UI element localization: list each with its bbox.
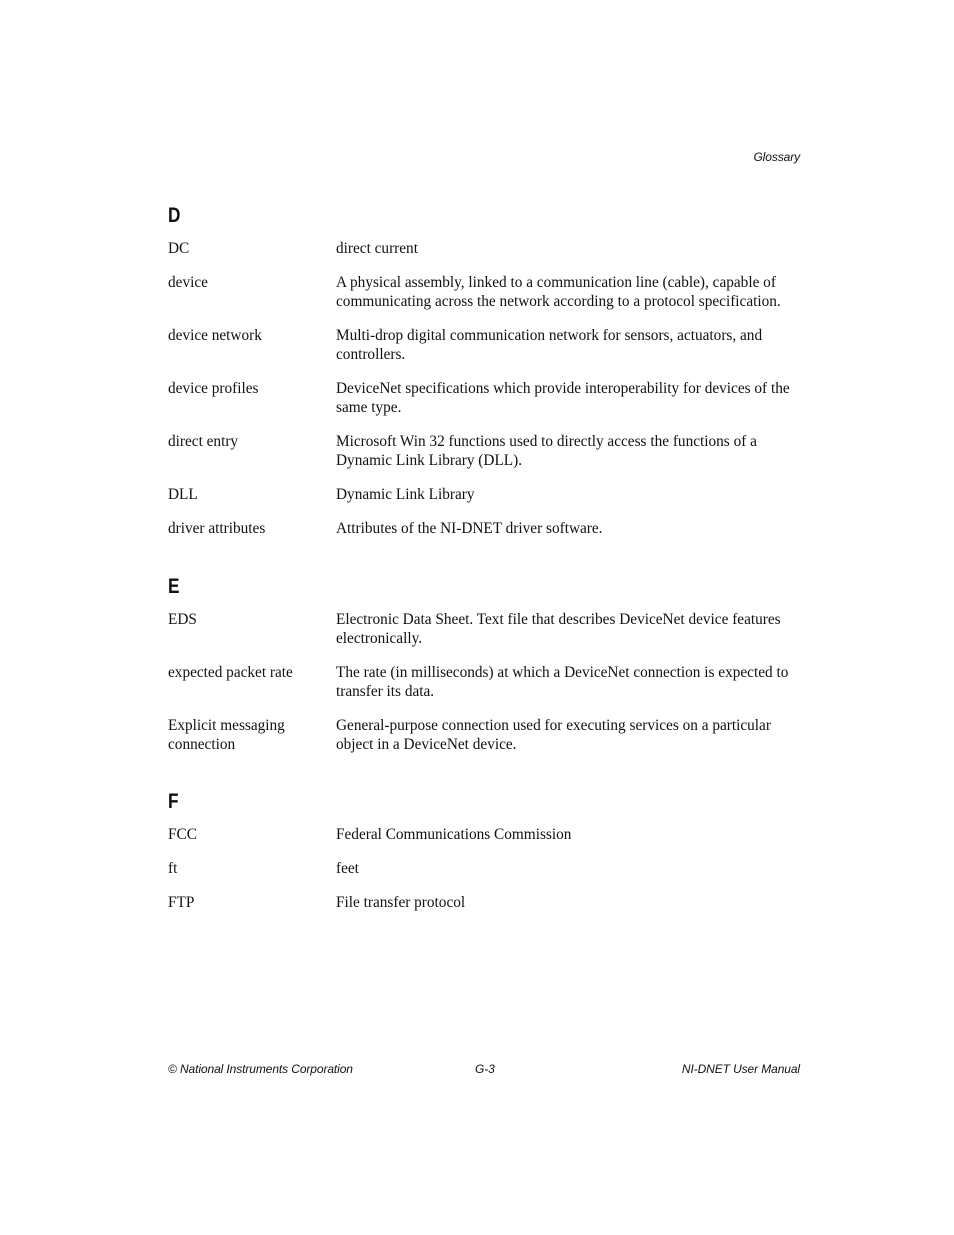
glossary-definition: Attributes of the NI-DNET driver software. xyxy=(336,520,603,537)
glossary-entry xyxy=(168,859,800,878)
glossary-definition: Microsoft Win 32 functions used to directly access the functions of a Dynamic Link Library (DLL). xyxy=(336,433,757,469)
section-letter: D xyxy=(168,204,181,227)
glossary-definition: Federal Communications Commission xyxy=(336,826,572,843)
glossary-section-f xyxy=(168,790,800,912)
glossary-definition: direct current xyxy=(336,240,418,257)
glossary-section-e xyxy=(168,575,800,754)
glossary-term: FCC xyxy=(168,826,197,843)
glossary-definition: A physical assembly, linked to a communication line (cable), capable of communicating across the network according to a protocol specification. xyxy=(336,274,781,310)
footer-page-number: G-3 xyxy=(475,1062,495,1076)
glossary-entry xyxy=(168,485,800,504)
glossary-term: DLL xyxy=(168,486,198,503)
section-letter: E xyxy=(168,575,180,598)
section-letter: F xyxy=(168,790,179,813)
running-header-title: Glossary xyxy=(753,150,800,164)
glossary-term: direct entry xyxy=(168,433,239,450)
glossary-term: expected packet rate xyxy=(168,664,293,681)
glossary-entry xyxy=(168,519,800,538)
glossary-term: EDS xyxy=(168,611,197,628)
glossary-section-d xyxy=(168,204,800,538)
glossary-entry xyxy=(168,825,800,844)
glossary-term: ft xyxy=(168,860,178,877)
glossary-term: Explicit messaging connection xyxy=(168,717,285,753)
glossary-term: driver attributes xyxy=(168,520,266,537)
glossary-entry xyxy=(168,663,800,701)
glossary-definition: DeviceNet specifications which provide interoperability for devices of the same type. xyxy=(336,380,790,416)
glossary-definition: Dynamic Link Library xyxy=(336,486,475,503)
glossary-entry xyxy=(168,239,800,258)
glossary-term: device network xyxy=(168,327,262,344)
glossary-term: device xyxy=(168,274,208,291)
footer-manual-title: NI-DNET User Manual xyxy=(681,1062,800,1076)
glossary-term: DC xyxy=(168,240,190,257)
glossary-definition: Multi-drop digital communication network for sensors, actuators, and controllers. xyxy=(336,327,763,363)
glossary-term: FTP xyxy=(168,894,195,911)
glossary-entry xyxy=(168,326,800,364)
glossary-definition: General-purpose connection used for executing services on a particular object in a DeviceNet device. xyxy=(336,717,771,753)
glossary-entry xyxy=(168,379,800,417)
glossary-entry xyxy=(168,273,800,311)
glossary-definition: The rate (in milliseconds) at which a DeviceNet connection is expected to transfer its data. xyxy=(336,664,789,700)
glossary-entry xyxy=(168,716,800,754)
glossary-definition: File transfer protocol xyxy=(336,894,466,911)
footer-copyright: © National Instruments Corporation xyxy=(168,1062,353,1076)
glossary-entry xyxy=(168,610,800,648)
glossary-definition: Electronic Data Sheet. Text file that describes DeviceNet device features electronically. xyxy=(336,611,781,647)
glossary-entry xyxy=(168,432,800,470)
glossary-definition: feet xyxy=(336,860,359,877)
glossary-term: device profiles xyxy=(168,380,259,397)
glossary-entry xyxy=(168,893,800,912)
